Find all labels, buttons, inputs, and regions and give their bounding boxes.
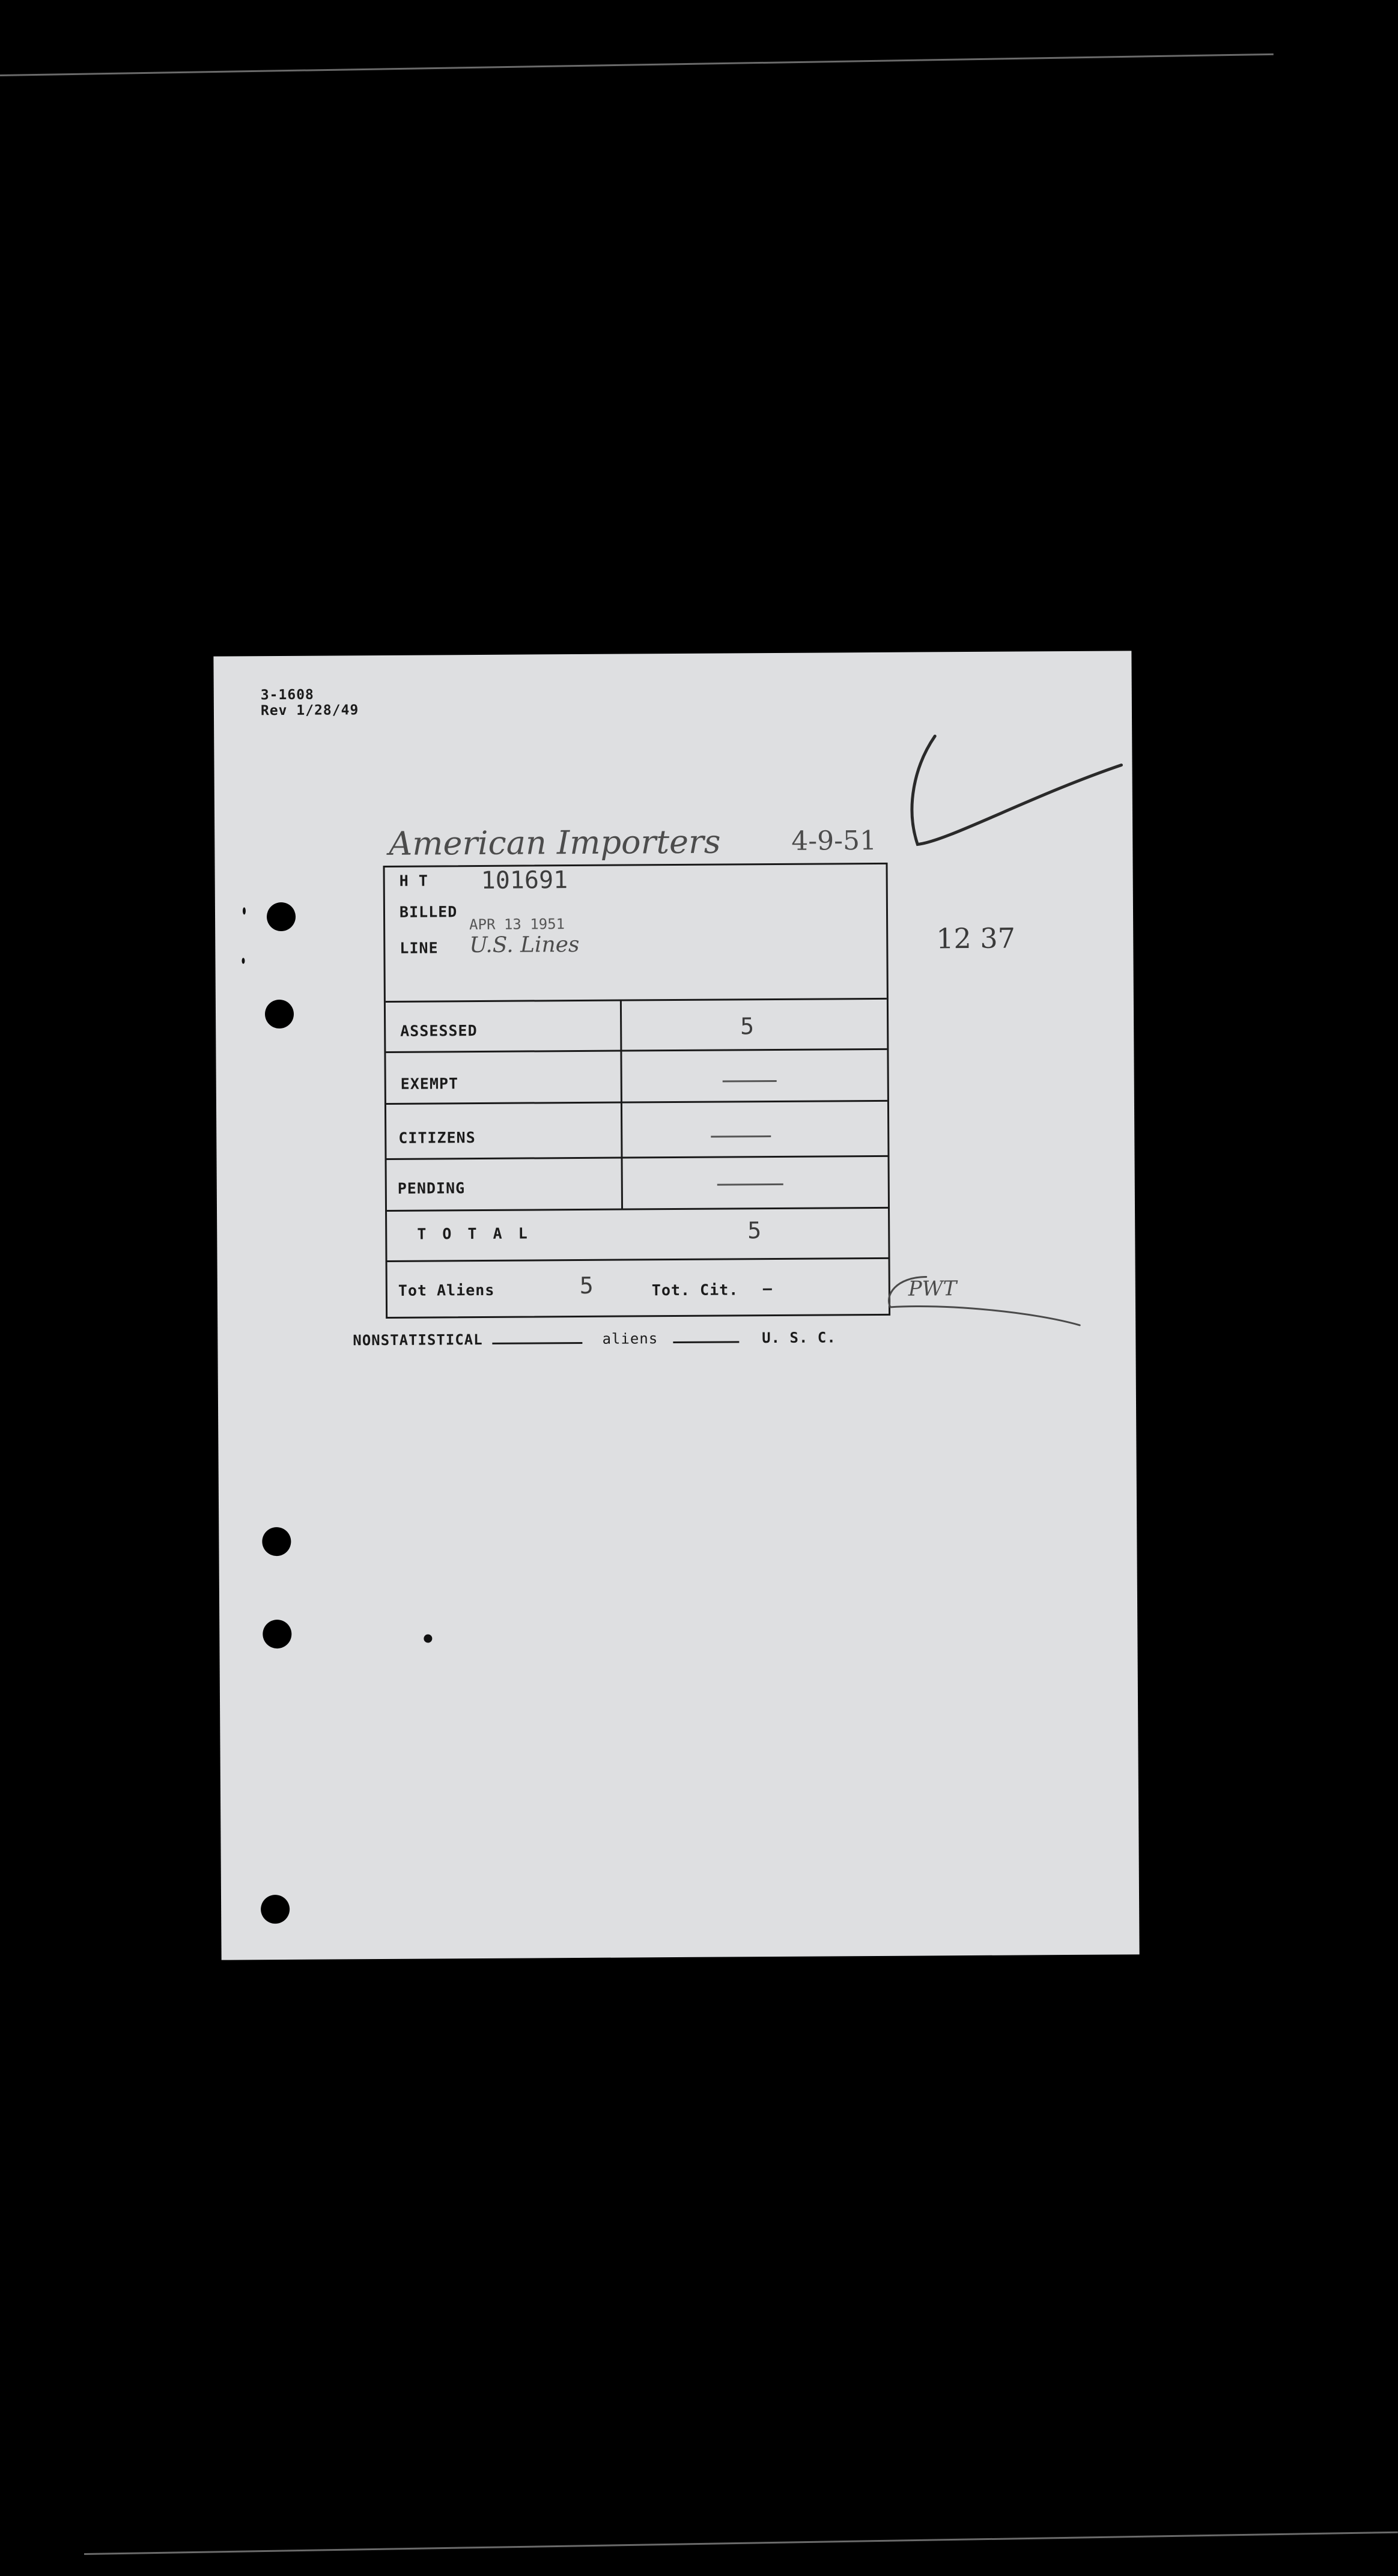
initials-handwritten: PWT	[908, 1277, 957, 1301]
rule	[386, 1155, 887, 1160]
ht-number: 101691	[481, 866, 568, 895]
check-mark-icon	[899, 729, 1140, 862]
binder-hole-5	[261, 1895, 290, 1924]
pending-value-dash	[717, 1183, 783, 1186]
scan-edge-top	[0, 53, 1274, 76]
rule	[386, 998, 887, 1003]
billed-stamp: APR 13 1951	[469, 916, 565, 934]
usc-label: U. S. C.	[762, 1329, 836, 1347]
total-label: T O T A L	[417, 1224, 531, 1243]
nonstatistical-blank	[492, 1342, 582, 1344]
date-handwritten: 4-9-51	[791, 825, 877, 857]
line-label: LINE	[400, 939, 439, 957]
scan-edge-bottom	[84, 2532, 1398, 2555]
aliens-label: aliens	[602, 1330, 658, 1347]
nonstatistical-line	[353, 1329, 836, 1349]
initials-flourish	[878, 1270, 1095, 1337]
pending-label: PENDING	[397, 1179, 466, 1197]
assessed-label: ASSESSED	[400, 1022, 478, 1040]
line-handwritten: U.S. Lines	[469, 932, 580, 958]
tot-cit-label: Tot. Cit.	[651, 1281, 739, 1299]
binder-hole-2	[265, 1000, 294, 1028]
column-divider	[620, 1000, 623, 1210]
rule	[387, 1257, 889, 1262]
rule	[387, 1207, 888, 1212]
binder-hole-3	[262, 1527, 291, 1556]
ht-label: H T	[399, 872, 428, 890]
total-value: 5	[747, 1217, 762, 1244]
company-handwritten: American Importers	[389, 822, 721, 863]
citizens-label: CITIZENS	[398, 1129, 476, 1147]
form-revision: Rev 1/28/49	[260, 702, 359, 719]
form-number: 3-1608	[260, 687, 314, 703]
exempt-label: EXEMPT	[400, 1075, 459, 1093]
nonstatistical-label: NONSTATISTICAL	[353, 1331, 483, 1349]
rule	[386, 1100, 887, 1105]
margin-note: 12 37	[936, 922, 1016, 955]
tally-box	[383, 863, 891, 1319]
tot-aliens-value: 5	[579, 1272, 594, 1299]
aliens-blank	[673, 1341, 740, 1343]
document-page	[213, 651, 1139, 1960]
citizens-value-dash	[711, 1135, 771, 1138]
paper-speck	[243, 907, 246, 914]
binder-hole-1	[267, 902, 296, 931]
assessed-value: 5	[740, 1013, 755, 1040]
exempt-value-dash	[723, 1080, 777, 1083]
paper-speck	[424, 1634, 432, 1642]
binder-hole-4	[263, 1620, 291, 1648]
rule	[386, 1048, 887, 1053]
tot-aliens-label: Tot Aliens	[398, 1281, 495, 1299]
paper-speck	[242, 958, 245, 964]
billed-label: BILLED	[399, 903, 458, 921]
tot-cit-value: —	[762, 1280, 773, 1298]
